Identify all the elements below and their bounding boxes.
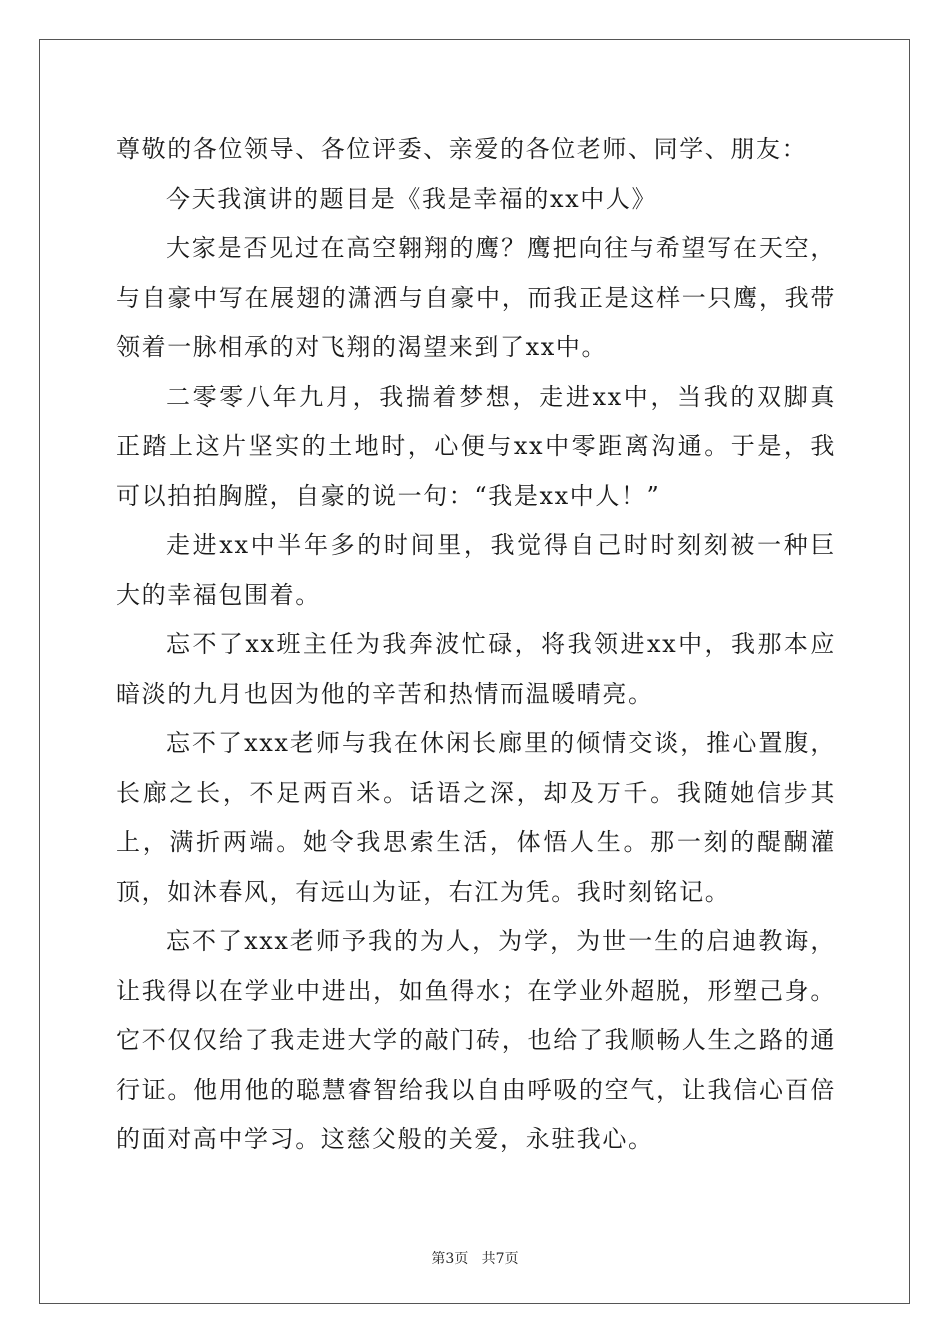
body-paragraph: 忘不了xx班主任为我奔波忙碌，将我领进xx中，我那本应暗淡的九月也因为他的辛苦和热情而温暖晴亮。	[116, 630, 836, 708]
body-paragraph: 忘不了xxx老师予我的为人，为学，为世一生的启迪教诲，让我得以在学业中进出，如鱼得水；在学业外超脱，形塑己身。它不仅仅给了我走进大学的敲门砖，也给了我顺畅人生之路的通行证。他用他的聪慧睿智给我以自由呼吸的空气，让我信心百倍的面对高中学习。这慈父般的关爱，永驻我心。	[116, 927, 836, 1153]
salutation-paragraph: 尊敬的各位领导、各位评委、亲爱的各位老师、同学、朋友：	[116, 135, 808, 163]
body-paragraph: 大家是否见过在高空翱翔的鹰？鹰把向往与希望写在天空，与自豪中写在展翅的潇洒与自豪中，而我正是这样一只鹰，我带领着一脉相承的对飞翔的渴望来到了xx中。	[116, 234, 836, 361]
speech-title-paragraph: 今天我演讲的题目是《我是幸福的xx中人》	[166, 184, 658, 213]
page-number-footer: 第3页 共7页	[431, 1251, 519, 1267]
body-paragraph: 忘不了xxx老师与我在休闲长廊里的倾情交谈，推心置腹，长廊之长，不足两百米。话语之深，却及万千。我随她信步其上，满折两端。她令我思索生活，体悟人生。那一刻的醍醐灌顶，如沐春风，有远山为证，右江为凭。我时刻铭记。	[116, 729, 836, 906]
body-paragraph: 走进xx中半年多的时间里，我觉得自己时时刻刻被一种巨大的幸福包围着。	[116, 531, 836, 609]
document-body	[116, 125, 836, 1165]
body-paragraph: 二零零八年九月，我揣着梦想，走进xx中，当我的双脚真正踏上这片坚实的土地时，心便与xx中零距离沟通。于是，我可以拍拍胸膛，自豪的说一句：“我是xx中人！”	[116, 382, 836, 510]
